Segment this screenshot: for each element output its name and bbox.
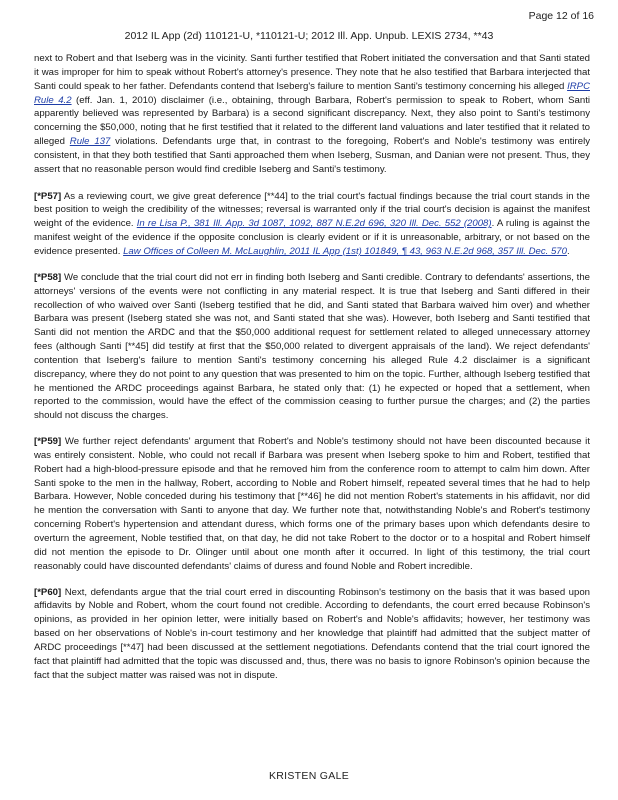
para-text: next to Robert and that Iseberg was in the vicinity. Santi further testified that Robert initiated the conversation and that Santi stated it was improper for him to speak without Robert's attorney's presence. They note that he also testified that Barbara interjected that Santi could speak to her father. Defendants contend that Iseberg's failure to mention Santi's testimony concerning his alleged: [34, 53, 590, 92]
para-text: (eff. Jan. 1, 2010) disclaimer (i.e., obtaining, through Barbara, Robert's permission to speak to Robert, whom Santi apparently believed was represented by Barbara) is a second significant discrepancy. Next, they also point to Santi's testimony concerning the $50,000, noting that he first testified that it related to the different land valuations and later testified that it related to alleged: [34, 94, 591, 148]
para-text: We conclude that the trial court did not err in finding both Iseberg and Santi credible. Contrary to defendants' assertions, the attorneys' versions of the events were not conflicting in any material respect. It is true that Iseberg and Santi differed in their recollection of who waived over Santi (Iseberg testified that he did, and Santi stated that Barbara waived him over) and whether Barbara was present (Iseberg stated she was not, and Santi stated that she was). However, both Iseberg and Santi testified that Santi did not mention the ARDC and that the $50,000 additional request for settlement related to alleged unnecessary attorney fees (although Santi [**45] did testify at first that the $50,000 related to divergent appraisals of the land). We reject defendants' contention that Iseberg's failure to mention Santi's testimony concerning his alleged Rule 4.2 disclaimer is a significant discrepancy, where they do not point to any question that was presented to him on the topic. Further, although Iseberg testified that he mentioned the ARDC proceedings against Barbara, he stated only that: (1) he expected or hoped that a settlement, when reported to the commission, would have the effect of the commission ceasing to further pursue the charges; and (2) the parties should not discuss the charges.: [34, 271, 590, 422]
para-text: violations. Defendants urge that, in contrast to the foregoing, Robert's and Noble's testimony was entirely consistent, in that they both testified that Santi approached them when Iseberg, Susman, and Danian were not present. Thus, they assert that no reasonable person would find credible Iseberg and Santi's testimony.: [34, 136, 590, 175]
page-number: Page 12 of 16: [528, 10, 594, 22]
case-citation-header: 2012 IL App (2d) 110121-U, *110121-U; 2012 Ill. App. Unpub. LEXIS 2734, **43: [124, 30, 494, 42]
para-text: Next, defendants argue that the trial court erred in discounting Robinson's testimony on the basis that it was based upon affidavits by Noble and Robert, whom the court found not credible. According to defendants, the court erred because Robinson's opinions, as provided in her opinion letter, were initially based on Robert's and Noble's affidavits; however, her testimony was based on her observations of Noble's in-court testimony and her knowledge that plaintiff had admitted that the subject matter of ARDC proceedings [**47] had been discussed at the settlement negotiations. Defendants contend that the trial court ignored the fact that plaintiff had admitted that the topic was discussed and, thus, there was no basis to ignore Robinson's opinion because the fact that the subject matter was raised was not in dispute.: [34, 586, 590, 681]
paragraph-p58: [34, 271, 590, 423]
para-text: As a reviewing court, we give great deference [**44] to the trial court's factual findings because the trial court stands in the best position to weigh the credibility of the witnesses; reversal is warranted only if the trial court's decision is against the manifest weight of the evidence.: [34, 190, 590, 230]
paragraph-label: [*P58]: [34, 271, 62, 283]
paragraph-label: [*P57]: [34, 190, 62, 202]
opinion-body: [34, 52, 590, 694]
rule-link-irpc-4-2[interactable]: IRPC Rule 4.2: [34, 80, 590, 106]
case-link-mclaughlin[interactable]: Law Offices of Colleen M. McLaughlin, 2011 IL App (1st) 101849, ¶ 43, 963 N.E.2d 968, 357 Ill. Dec. 570: [123, 245, 567, 257]
para-text: .: [566, 245, 570, 257]
paragraph-label: [*P60]: [34, 586, 62, 598]
rule-link-137[interactable]: Rule 137: [69, 136, 111, 148]
paragraph-p59: [34, 435, 590, 573]
paragraph-p60: [34, 586, 590, 683]
para-text: . A ruling is against the manifest weight of the evidence if the opposite conclusion is clearly evident or if it is unreasonable, arbitrary, or not based on the evidence presented.: [34, 218, 590, 257]
para-text: We further reject defendants' argument that Robert's and Noble's testimony should not have been discounted because it was entirely consistent. Noble, who could not recall if Barbara was present when Iseberg spoke to him and Robert, testified that Robert had a high-blood-pressure episode and that he removed him from the conference room to attempt to calm him down. After Santi spoke to the men in the hallway, Robert, according to Noble and Robert himself, repeated several times that he had to help Barbara. However, Noble conceded during his testimony that [**46] he did not mention Robert's statements in his affidavit, nor did he mention the conversation with Santi to anyone that day. We further note that, notwithstanding Noble's and Robert's testimony concerning Robert's hypertension and attendant duress, which forms one of the primary bases upon which defendants desire to overturn the agreement, Noble testified that, on that day, he did not take Robert to the doctor or to a hospital and Robert himself did not mention the episode to Dr. Olinger until about one month after it occurred. In light of this testimony, the trial court reasonably could have discounted defendants' claims of duress and found Noble and Robert incredible.: [34, 436, 590, 572]
paragraph-label: [*P59]: [34, 436, 62, 448]
case-link-lisa-p[interactable]: In re Lisa P., 381 Ill. App. 3d 1087, 1092, 887 N.E.2d 696, 320 Ill. Dec. 552 (2008): [136, 218, 492, 230]
footer-author: KRISTEN GALE: [268, 770, 350, 782]
paragraph-continued: [34, 52, 590, 177]
paragraph-p57: [34, 190, 590, 259]
